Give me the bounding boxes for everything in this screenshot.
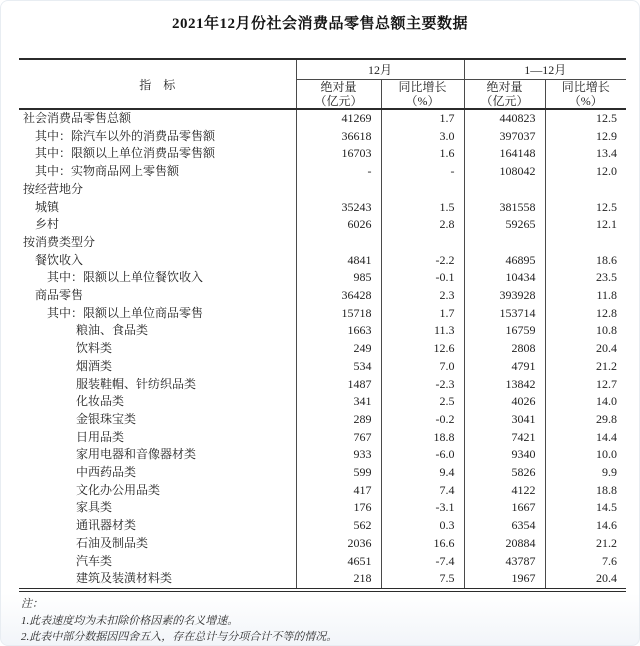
table-row: [19, 553, 626, 571]
dec-yoy-value: 2.8: [381, 216, 464, 234]
table-row: [19, 163, 626, 181]
dec-absolute-value: 562: [296, 517, 381, 535]
year-absolute-value: 4026: [464, 393, 545, 411]
dec-absolute-value: 4651: [296, 553, 381, 571]
dec-yoy-value: 9.4: [381, 464, 464, 482]
dec-absolute-value: 1663: [296, 322, 381, 340]
table-header: [19, 59, 626, 109]
row-label: 其中：限额以上单位消费品零售额: [35, 146, 216, 161]
header-group-row: [19, 59, 626, 80]
year-yoy-value: 10.0: [545, 446, 626, 464]
row-label: 家用电器和音像器材类: [76, 447, 197, 462]
year-yoy-value: 11.8: [545, 287, 626, 305]
dec-yoy-value: 16.6: [381, 535, 464, 553]
table-row: [19, 287, 626, 305]
year-yoy-value: 14.5: [545, 499, 626, 517]
dec-yoy-value: -7.4: [381, 553, 464, 571]
dec-absolute-value: 36618: [296, 128, 381, 146]
col-header-dec-absolute: [296, 80, 381, 110]
year-absolute-value: 440823: [464, 109, 545, 128]
row-label: 饮料类: [76, 341, 113, 356]
dec-yoy-value: 0.3: [381, 517, 464, 535]
year-absolute-value: 153714: [464, 305, 545, 323]
dec-yoy-value: [381, 181, 464, 199]
col-header-year-absolute: [464, 80, 545, 110]
col-group-december: 12月: [296, 59, 464, 80]
year-absolute-value: 4122: [464, 482, 545, 500]
year-yoy-value: 12.5: [545, 199, 626, 217]
table-row: [19, 464, 626, 482]
dec-yoy-value: 2.5: [381, 393, 464, 411]
yoy-unit: （%）: [405, 94, 440, 108]
dec-yoy-value: 1.7: [381, 109, 464, 128]
year-yoy-value: 7.6: [545, 553, 626, 571]
dec-absolute-value: -: [296, 163, 381, 181]
year-absolute-value: 381558: [464, 199, 545, 217]
dec-yoy-value: 11.3: [381, 322, 464, 340]
dec-absolute-value: 176: [296, 499, 381, 517]
dec-absolute-value: [296, 181, 381, 199]
table-row: [19, 411, 626, 429]
dec-yoy-value: 7.4: [381, 482, 464, 500]
dec-yoy-value: -3.1: [381, 499, 464, 517]
year-absolute-value: 2808: [464, 340, 545, 358]
row-label: 餐饮收入: [35, 252, 84, 267]
year-absolute-value: 9340: [464, 446, 545, 464]
row-label: 烟酒类: [76, 358, 113, 373]
dec-absolute-value: 534: [296, 358, 381, 376]
row-label: 商品零售: [35, 288, 84, 303]
abs-label: 绝对量: [486, 80, 523, 94]
abs-unit: （亿元）: [480, 94, 529, 108]
dec-absolute-value: 2036: [296, 535, 381, 553]
row-label: 服装鞋帽、针纺织品类: [76, 376, 197, 391]
yoy-label: 同比增长: [561, 80, 610, 94]
col-header-year-yoy: [545, 80, 626, 110]
yoy-unit: （%）: [568, 94, 603, 108]
footnote-line-1: 1.此表速度均为未扣除价格因素的名义增速。: [21, 614, 239, 627]
dec-absolute-value: 6026: [296, 216, 381, 234]
table-row: [19, 269, 626, 287]
year-yoy-value: 10.8: [545, 322, 626, 340]
col-header-dec-yoy: [381, 80, 464, 110]
dec-yoy-value: -0.2: [381, 411, 464, 429]
year-yoy-value: 9.9: [545, 464, 626, 482]
dec-yoy-value: 7.5: [381, 570, 464, 590]
year-yoy-value: 21.2: [545, 535, 626, 553]
retail-sales-table: [19, 58, 626, 592]
year-yoy-value: [545, 181, 626, 199]
year-absolute-value: 10434: [464, 269, 545, 287]
row-label: 按经营地分: [23, 181, 84, 196]
row-label: 城镇: [35, 199, 60, 214]
dec-yoy-value: 18.8: [381, 429, 464, 447]
dec-absolute-value: 933: [296, 446, 381, 464]
dec-absolute-value: 36428: [296, 287, 381, 305]
year-absolute-value: 5826: [464, 464, 545, 482]
dec-absolute-value: 599: [296, 464, 381, 482]
year-yoy-value: 29.8: [545, 411, 626, 429]
page-title: 2021年12月份社会消费品零售总额主要数据: [171, 16, 468, 32]
year-absolute-value: 59265: [464, 216, 545, 234]
year-absolute-value: 43787: [464, 553, 545, 571]
year-absolute-value: [464, 181, 545, 199]
table-row: [19, 216, 626, 234]
table-row: [19, 429, 626, 447]
table-row: [19, 570, 626, 590]
year-yoy-value: 14.0: [545, 393, 626, 411]
table-row: [19, 109, 626, 128]
dec-yoy-value: -2.2: [381, 252, 464, 270]
dec-yoy-value: 12.6: [381, 340, 464, 358]
yoy-label: 同比增长: [398, 80, 447, 94]
table-row: [19, 499, 626, 517]
table-row: [19, 535, 626, 553]
row-label: 文化办公用品类: [76, 482, 161, 497]
year-yoy-value: 12.7: [545, 376, 626, 394]
year-absolute-value: 1967: [464, 570, 545, 590]
row-label: 其中：限额以上单位商品零售: [47, 305, 204, 320]
dec-yoy-value: 1.7: [381, 305, 464, 323]
row-label: 乡村: [35, 217, 60, 232]
year-absolute-value: 3041: [464, 411, 545, 429]
year-absolute-value: 397037: [464, 128, 545, 146]
year-absolute-value: 4791: [464, 358, 545, 376]
year-absolute-value: 164148: [464, 145, 545, 163]
table-body: [19, 109, 626, 590]
table-row: [19, 145, 626, 163]
year-yoy-value: 14.6: [545, 517, 626, 535]
table-row: [19, 393, 626, 411]
year-absolute-value: 16759: [464, 322, 545, 340]
row-label: 家具类: [76, 500, 113, 515]
table-row: [19, 305, 626, 323]
dec-yoy-value: -6.0: [381, 446, 464, 464]
row-label: 建筑及装潢材料类: [76, 571, 173, 586]
col-header-indicator: 指 标: [19, 59, 296, 109]
dec-yoy-value: -: [381, 163, 464, 181]
dec-yoy-value: 1.6: [381, 145, 464, 163]
year-yoy-value: 13.4: [545, 145, 626, 163]
year-absolute-value: 20884: [464, 535, 545, 553]
year-absolute-value: 393928: [464, 287, 545, 305]
dec-absolute-value: 289: [296, 411, 381, 429]
table-row: [19, 358, 626, 376]
table-row: [19, 340, 626, 358]
year-absolute-value: [464, 234, 545, 252]
year-yoy-value: 12.1: [545, 216, 626, 234]
year-yoy-value: 12.8: [545, 305, 626, 323]
table-row: [19, 128, 626, 146]
year-yoy-value: 18.8: [545, 482, 626, 500]
dec-yoy-value: 7.0: [381, 358, 464, 376]
row-label: 按消费类型分: [23, 234, 96, 249]
row-label: 石油及制品类: [76, 535, 149, 550]
year-yoy-value: 18.6: [545, 252, 626, 270]
dec-absolute-value: 15718: [296, 305, 381, 323]
dec-absolute-value: 16703: [296, 145, 381, 163]
dec-absolute-value: 417: [296, 482, 381, 500]
row-label: 中西药品类: [76, 465, 137, 480]
dec-absolute-value: [296, 234, 381, 252]
year-yoy-value: 20.4: [545, 570, 626, 590]
dec-absolute-value: 985: [296, 269, 381, 287]
year-yoy-value: [545, 234, 626, 252]
col-group-jan-to-dec: 1—12月: [464, 59, 626, 80]
year-absolute-value: 6354: [464, 517, 545, 535]
table-row: [19, 322, 626, 340]
footnote-heading: 注：: [21, 598, 43, 610]
year-absolute-value: 1667: [464, 499, 545, 517]
dec-absolute-value: 35243: [296, 199, 381, 217]
row-label: 其中：实物商品网上零售额: [35, 164, 180, 179]
year-absolute-value: 108042: [464, 163, 545, 181]
dec-yoy-value: [381, 234, 464, 252]
year-yoy-value: 12.5: [545, 109, 626, 128]
row-label: 其中：限额以上单位餐饮收入: [47, 270, 204, 285]
dec-absolute-value: 249: [296, 340, 381, 358]
table-row: [19, 199, 626, 217]
dec-absolute-value: 4841: [296, 252, 381, 270]
year-yoy-value: 20.4: [545, 340, 626, 358]
year-absolute-value: 46895: [464, 252, 545, 270]
year-absolute-value: 13842: [464, 376, 545, 394]
table-row: [19, 446, 626, 464]
table-row: [19, 482, 626, 500]
row-label: 汽车类: [76, 553, 113, 568]
abs-label: 绝对量: [320, 80, 357, 94]
dec-yoy-value: -0.1: [381, 269, 464, 287]
footnotes: [21, 596, 337, 646]
table-row: [19, 376, 626, 394]
row-label: 日用品类: [76, 429, 125, 444]
dec-yoy-value: 3.0: [381, 128, 464, 146]
year-yoy-value: 12.0: [545, 163, 626, 181]
row-label: 通讯器材类: [76, 518, 137, 533]
table-row: [19, 234, 626, 252]
table-row: [19, 181, 626, 199]
year-yoy-value: 12.9: [545, 128, 626, 146]
dec-absolute-value: 341: [296, 393, 381, 411]
dec-yoy-value: -2.3: [381, 376, 464, 394]
dec-absolute-value: 41269: [296, 109, 381, 128]
year-yoy-value: 23.5: [545, 269, 626, 287]
dec-absolute-value: 218: [296, 570, 381, 590]
year-yoy-value: 14.4: [545, 429, 626, 447]
year-absolute-value: 7421: [464, 429, 545, 447]
footnote-line-2: 2.此表中部分数据因四舍五入，存在总计与分项合计不等的情况。: [21, 631, 338, 643]
dec-yoy-value: 2.3: [381, 287, 464, 305]
year-yoy-value: 21.2: [545, 358, 626, 376]
dec-absolute-value: 1487: [296, 376, 381, 394]
row-label: 化妆品类: [76, 394, 125, 409]
row-label: 金银珠宝类: [76, 411, 137, 426]
dec-absolute-value: 767: [296, 429, 381, 447]
abs-unit: （亿元）: [314, 94, 363, 108]
row-label: 粮油、食品类: [76, 323, 149, 338]
row-label: 社会消费品零售总额: [23, 111, 132, 125]
table-row: [19, 517, 626, 535]
table-row: [19, 252, 626, 270]
row-label: 其中：除汽车以外的消费品零售额: [35, 128, 216, 143]
dec-yoy-value: 1.5: [381, 199, 464, 217]
